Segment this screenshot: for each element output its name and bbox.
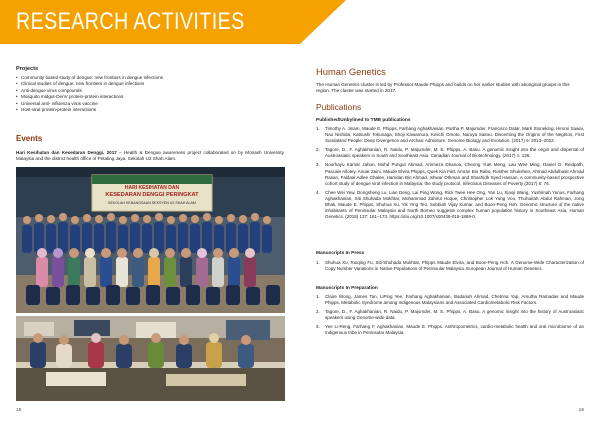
citation-text: Chee Wei Yew, Dongsheng Lu, Lian Deng, Lai Ping Wong, Rick Twee Hee Ong, Yan Lu, Xiaoji Wang, Yushimah Yunus, Farhang Aghakhanian, Siti Shuhada Mokhtar, Mohammad Zahirul Hoque, Christopher Lok Yung Voo, Thuhairah Abdul Rahman, Jong Bhak, Maude E. Phipps, Shuhua Xu, Yik Ying Teo, Subbiah Vijay Kumar, and Boon-Peng Hoh. Genomic structure of the native inhabitants of Peninsular Malaysia and North Borneo suggests complex human population history in Southeast Asia. Human Genetics. (2018) 137: 161–173. https://doi.org/10.1007/s00439-018-1869-0. bbox=[325, 189, 584, 220]
photo-banner-line1: HARI KESIHATAN DAN bbox=[124, 185, 180, 191]
list-item: 3. Noorhayu Kamar Jahun, Mohd Pungut Ahmad, Ammeza Dhanoa, Cheong Yuet Meng, Lau Wee Ming, Daniel D. Reidpath, Pascale Allotey, Anuar Zaini, Maude Elvira Phipps, Quek Kia Fatt, Amran Bin Rabu, Rosther Shukshen, Ahmad Abdulbasit Ahmad Rasan, Faldaal Adlee Ghalee, Hamdan Bin Ahmad, Ishwar Othman and Shashidh Syed Hassan. A community-based prospective cohort study of dengue viral infection in Malaysia: the study protocol. Infectious Diseases of Poverty (2017) 6: 76. bbox=[316, 162, 584, 186]
projects-heading: Projects bbox=[16, 66, 39, 72]
citation-text: Shuhua Xu, Ruiqing Fu, Siti-Shuhada Mokhtar, Phipps Maude Elvira, and Boon-Peng Hoh. A Genome-Wide Characterization of Copy Number Variations in Native Populations of Peninsular Malaysia. European Journal of Human Genetics. bbox=[325, 260, 584, 272]
events-paragraph bbox=[16, 150, 284, 162]
list-item: • Universal anti- influenza virus vaccine bbox=[16, 101, 284, 107]
in-preparation-list bbox=[316, 294, 584, 340]
page-number-right: 16 bbox=[578, 408, 584, 413]
list-item: 1. Timothy A. Jinam, Maude E. Phipps, Farhang Aghakhanian, Partha P. Majumder, Francisco Datar, Mark Stoneking, Hiromi Sawai, Nao Nishida, Katsushi Tokunaga, Shoji Kawamura, Keiichi Omoto, Naruya Saitou. Discerning the Origins of the Negritos, First Sundaland People: Deep Divergence and Archaic Admixture. Genome Biology and Evolution. (2017) 9: 2013–2022. bbox=[316, 126, 584, 144]
list-item: 1. Shuhua Xu, Ruiqing Fu, Siti-Shuhada Mokhtar, Phipps Maude Elvira, and Boon-Peng Hoh. A Genome-Wide Characterization of Copy Number Variations in Native Populations of Peninsular Malaysia. European Journal of Human Genetics. bbox=[316, 260, 584, 272]
in-press-subheading: Manuscripts In Press bbox=[316, 251, 365, 256]
citation-text: Timothy A. Jinam, Maude E. Phipps, Farhang Aghakhanian, Partha P. Majumder, Francisco Datar, Mark Stoneking, Hiromi Sawai, Nao Nishida, Katsushi Tokunaga, Shoji Kawamura, Keiichi Omoto, Naruya Saitou. Discerning the Origins of the Negritos, First Sundaland People: Deep Divergence and Archaic Admixture. Genome Biology and Evolution. (2017) 9: 2013–2022. bbox=[325, 126, 584, 144]
human-genetics-heading: Human Genetics bbox=[316, 66, 386, 77]
list-item: 2. Tagore, D., F. Aghakhanian, R. Naidu, P. Majumder, M. E. Phipps, A. Basu. A genomic insight into the origin and dispersal of Austroasiatic speakers in South and Southeast Asia. Canadian Journal of Biotechnology. (2017) 1: 136. bbox=[316, 147, 584, 159]
page-number-left: 15 bbox=[16, 408, 22, 413]
list-item: • Mosquito midgut-DenV protein-protein interactions bbox=[16, 94, 284, 100]
events-lead: Hari Kesihatan dan Kesedaran Denggi, 2017 bbox=[16, 150, 117, 155]
events-body: – Health & Dengue awareness project collaborated on by Monash University Malaysia and the district health office of Petaling Jaya, Sekolah U2 Shah Alam. bbox=[16, 150, 284, 162]
citation-text: Noorhayu Kamar Jahun, Mohd Pungut Ahmad, Ammeza Dhanoa, Cheong Yuet Meng, Lau Wee Ming, Daniel D. Reidpath, Pascale Allotey, Anuar Zaini, Maude Elvira Phipps, Quek Kia Fatt, Amran Bin Rabu, Rosther Shukshen, Ahmad Abdulbasit Ahmad Rasan, Faldaal Adlee Ghalee, Hamdan Bin Ahmad, Ishwar Othman and Shashidh Syed Hassan. A community-based prospective cohort study of dengue viral infection in Malaysia: the study protocol. Infectious Diseases of Poverty (2017) 6: 76. bbox=[325, 162, 584, 186]
projects-list bbox=[16, 75, 284, 113]
citation-text: Yee Li-Reng, Farhang F, Aghakhanian, Maude E. Phipps. Anthropometrics, cardio-metabolic health and oral microbiome of an Indigenous tribe in Peninsular Malaysia. bbox=[325, 324, 584, 336]
in-preparation-subheading: Manuscripts In Preparation bbox=[316, 286, 378, 291]
event-activity-photo bbox=[16, 316, 285, 401]
list-item: 3. Yee Li-Reng, Farhang F, Aghakhanian, Maude E. Phipps. Anthropometrics, cardio-metabolic health and oral microbiome of an Indigenous tribe in Peninsular Malaysia. bbox=[316, 324, 584, 336]
event-group-photo bbox=[16, 167, 285, 313]
human-genetics-intro: The Human Genetics cluster is led by Professor Maude Phipps and builds on her earlier studies with aboriginal groups in this region. The cluster was started in 2017. bbox=[316, 82, 570, 94]
list-item: • Community based study of dengue: new frontiers in dengue infections bbox=[16, 75, 284, 81]
header-banner bbox=[0, 0, 300, 44]
photo-banner-line3: SEKOLAH KEBANGSAAN SEKSYEN U2 SHAH ALAM bbox=[108, 201, 196, 205]
group-photo-illustration bbox=[16, 167, 285, 313]
list-item: 1. Claire Wong, James Tan, LiPing Yee, Farhang Aghakhanian, Badariah Ahmad, Chetrina Yap, Amutha Ramadas and Maude Phipps. Metabolic Syndrome among Indigenous Malaysians and Associated Cardiometabolic Risk Factors. bbox=[316, 294, 584, 306]
photo-banner-line2: KESEDARAN DENGGI PERINGKAT bbox=[105, 192, 199, 198]
list-item: • Clinical studies of dengue: new frontiers in dengue infections bbox=[16, 81, 284, 87]
published-subheading: Published/Unbylined to TMB publications bbox=[316, 118, 411, 123]
citation-text: Tagore, D., F. Aghakhanian, R. Naidu, P. Majumder, M. E. Phipps, A. Basu. A genomic insight into the origin and dispersal of Austroasiatic speakers in South and Southeast Asia. Canadian Journal of Biotechnology. (2017) 1: 136. bbox=[325, 147, 584, 159]
activity-photo-illustration bbox=[16, 316, 285, 401]
citation-text: Tagore, D., F. Aghakhanian, R. Naidu, P. Majumder, M. E. Phipps, A. Basu. A genomic insight into the history of Austroasiatic speakers using Genome-wide data. bbox=[325, 309, 584, 321]
in-press-list bbox=[316, 260, 584, 275]
projects-section bbox=[16, 66, 284, 113]
citation-text: Claire Wong, James Tan, LiPing Yee, Farhang Aghakhanian, Badariah Ahmad, Chetrina Yap, Amutha Ramadas and Maude Phipps. Metabolic Syndrome among Indigenous Malaysians and Associated Cardiometabolic Risk Factors. bbox=[325, 294, 584, 306]
list-item: • Anti-dengue virus compounds bbox=[16, 88, 284, 94]
header-banner-tail bbox=[300, 0, 346, 44]
events-heading: Events bbox=[16, 134, 43, 143]
list-item: 4. Chee Wei Yew, Dongsheng Lu, Lian Deng, Lai Ping Wong, Rick Twee Hee Ong, Yan Lu, Xiaoji Wang, Yushimah Yunus, Farhang Aghakhanian, Siti Shuhada Mokhtar, Mohammad Zahirul Hoque, Christopher Lok Yung Voo, Thuhairah Abdul Rahman, Jong Bhak, Maude E. Phipps, Shuhua Xu, Yik Ying Teo, Subbiah Vijay Kumar, and Boon-Peng Hoh. Genomic structure of the native inhabitants of Peninsular Malaysia and North Borneo suggests complex human population history in Southeast Asia. Human Genetics. (2018) 137: 161–173. https://doi.org/10.1007/s00439-018-1869-0. bbox=[316, 189, 584, 220]
page-title: RESEARCH ACTIVITIES bbox=[16, 8, 245, 35]
published-list bbox=[316, 126, 584, 223]
list-item: • Host-viral protein-protein interactions bbox=[16, 107, 284, 113]
list-item: 2. Tagore, D., F. Aghakhanian, R. Naidu, P. Majumder, M. E. Phipps, A. Basu. A genomic insight into the history of Austroasiatic speakers using Genome-wide data. bbox=[316, 309, 584, 321]
publications-heading: Publications bbox=[316, 102, 362, 112]
